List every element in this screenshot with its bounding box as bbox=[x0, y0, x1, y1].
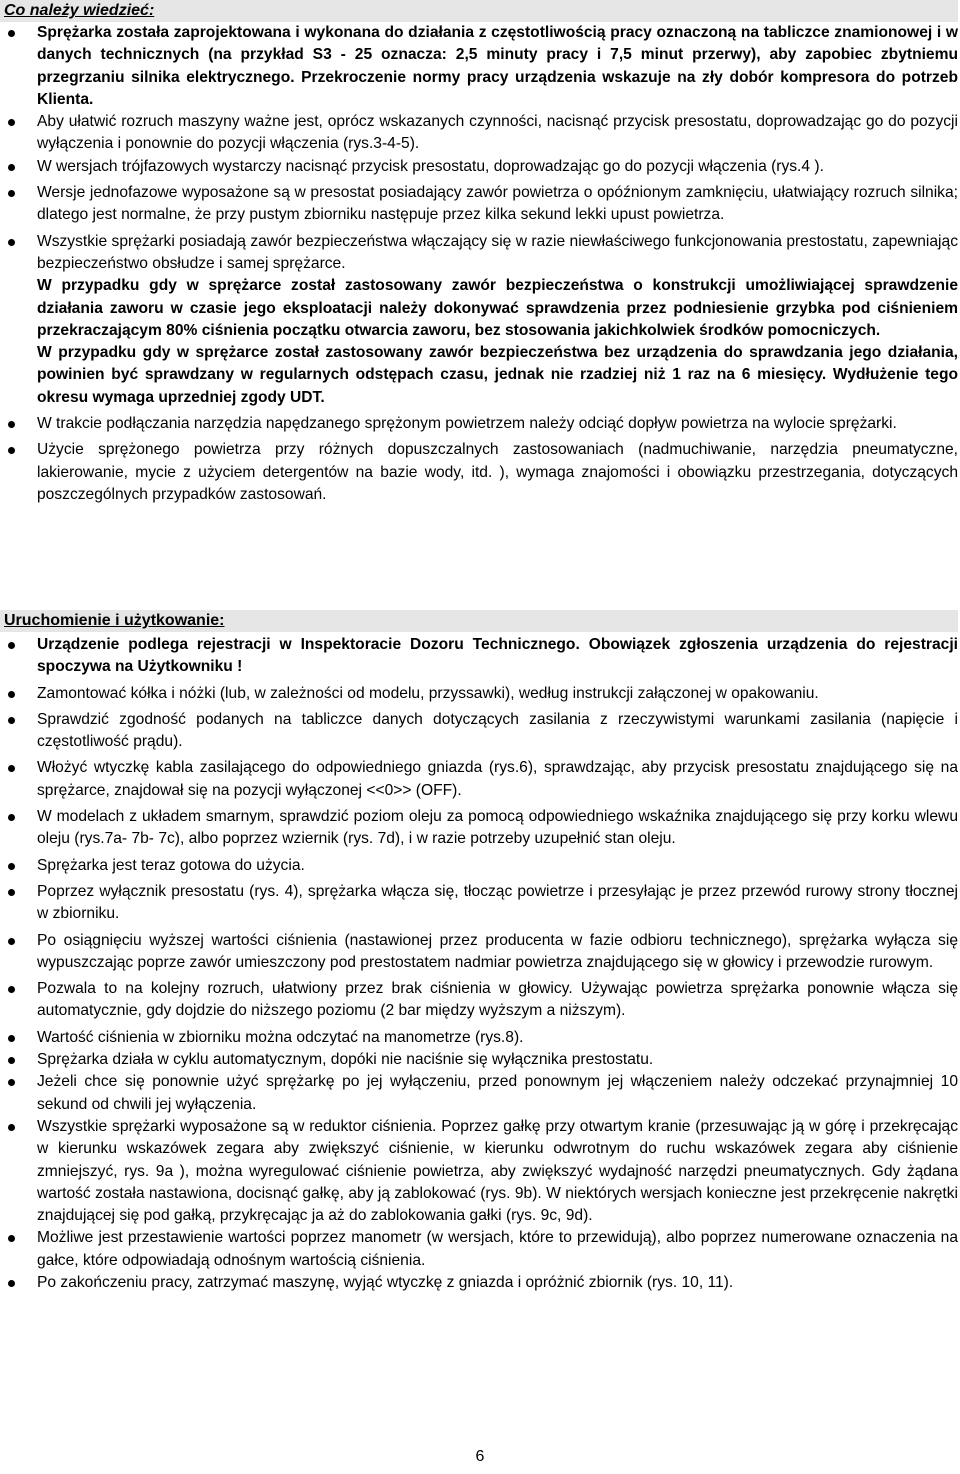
list-item-text: Aby ułatwić rozruch maszyny ważne jest, oprócz wskazanych czynności, nacisnąć przycisk presostatu, doprowadzając go do pozycji wyłączenia i ponownie do pozycji włączenia (rys.3-4-5). bbox=[37, 113, 958, 153]
list-item bbox=[0, 1227, 960, 1272]
bold-paragraph: W przypadku gdy w sprężarce został zastosowany zawór bezpieczeństwa o konstrukcji umożliwiającej sprawdzenie działania zaworu w czasie jego eksploatacji należy dokonywać sprawdzenia przez podniesienie grzybka pod ciśnieniem przekraczającym 80% ciśnienia początku otwarcia zaworu, bez stosowania jakichkolwiek środków pomocniczych. bbox=[37, 277, 958, 339]
list-item bbox=[0, 634, 960, 679]
list-item-text: Możliwe jest przestawienie wartości poprzez manometr (w wersjach, które to przewidują), albo poprzez numerowane oznaczenia na gałce, które odpowiadają odnośnym wartością ciśnienia. bbox=[37, 1229, 958, 1269]
list-item-text: Urządzenie podlega rejestracji w Inspektoracie Dozoru Technicznego. Obowiązek zgłoszenia urządzenia do rejestracji spoczywa na Użytkowniku ! bbox=[37, 636, 958, 676]
bullet-icon bbox=[8, 986, 15, 993]
list-item bbox=[0, 1071, 960, 1116]
list-item bbox=[0, 413, 960, 435]
list-item bbox=[0, 22, 960, 111]
list-item bbox=[0, 231, 960, 276]
list-item bbox=[0, 156, 960, 178]
section1-list bbox=[0, 22, 960, 506]
section2-list bbox=[0, 634, 960, 1294]
list-item-text: Jeżeli chce się ponownie użyć sprężarkę po jej wyłączeniu, przed ponownym jej włączeniem należy odczekać przynajmniej 10 sekund od chwili jej wyłączenia. bbox=[37, 1073, 958, 1113]
list-item-text: Zamontować kółka i nóżki (lub, w zależności od modelu, przyssawki), według instrukcji załączonej w opakowaniu. bbox=[37, 684, 819, 702]
bullet-icon bbox=[8, 691, 15, 698]
bullet-icon bbox=[8, 447, 15, 454]
list-item-text: W modelach z układem smarnym, sprawdzić poziom oleju za pomocą odpowiedniego wskaźnika znajdującego się przy korku wlewu oleju (rys.7a- 7b- 7c), albo poprzez wziernik (rys. 7d), i w razie potrzeby uzupełnić stan oleju. bbox=[37, 808, 958, 848]
bullet-icon bbox=[8, 814, 15, 821]
bullet-icon bbox=[8, 1035, 15, 1042]
list-item bbox=[0, 881, 960, 926]
bullet-icon bbox=[8, 642, 15, 649]
list-item bbox=[0, 855, 960, 877]
list-item bbox=[0, 683, 960, 705]
bullet-icon bbox=[8, 765, 15, 772]
list-item-text: W trakcie podłączania narzędzia napędzanego sprężonym powietrzem należy odciąć dopływ powietrza na wylocie sprężarki. bbox=[37, 415, 897, 433]
list-item bbox=[0, 1049, 960, 1071]
bullet-icon bbox=[8, 190, 15, 197]
section-heading-co-nalezy-wiedziec: Co należy wiedzieć: bbox=[0, 0, 958, 22]
bullet-icon bbox=[8, 1079, 15, 1086]
bullet-icon bbox=[8, 717, 15, 724]
bullet-icon bbox=[8, 1280, 15, 1287]
bullet-icon bbox=[8, 863, 15, 870]
list-item-text: Sprawdzić zgodność podanych na tabliczce danych dotyczących zasilania z rzeczywistymi warunkami zasilania (napięcie i częstotliwość prądu). bbox=[37, 710, 958, 751]
list-item bbox=[0, 111, 960, 156]
list-item-text: Pozwala to na kolejny rozruch, ułatwiony przez brak ciśnienia w głowicy. Używając powietrza sprężarka ponownie włącza się automatycznie, gdy dojdzie do niższego poziomu (2 bar między wyższym a niższym). bbox=[37, 980, 958, 1020]
list-item bbox=[0, 1272, 960, 1294]
list-item-text: Wersje jednofazowe wyposażone są w presostat posiadający zawór powietrza o opóźnionym zamknięciu, ułatwiający rozruch silnika; dlatego jest normalne, że przy pustym zbiorniku następuje przez kilka sekund lekki upust powietrza. bbox=[37, 184, 958, 224]
list-item bbox=[0, 709, 960, 754]
section-heading-uruchomienie: Uruchomienie i użytkowanie: bbox=[0, 610, 958, 632]
list-item-text: Włożyć wtyczkę kabla zasilającego do odpowiedniego gniazda (rys.6), sprawdzając, aby przycisk presostatu znajdującego się na sprężarce, znajdował się na pozycji wyłączonej <<0>> (OFF). bbox=[37, 759, 958, 799]
bullet-icon bbox=[8, 1057, 15, 1064]
bold-paragraph: W przypadku gdy w sprężarce został zastosowany zawór bezpieczeństwa bez urządzenia do sprawdzania jego działania, powinien być sprawdzany w regularnych odstępach czasu, jednak nie rzadziej niż 1 raz na 6 miesięcy. Wydłużenie tego okresu wymaga uprzedniej zgody UDT. bbox=[37, 344, 958, 406]
bullet-icon bbox=[8, 30, 15, 37]
bullet-icon bbox=[8, 889, 15, 896]
bullet-icon bbox=[8, 421, 15, 428]
list-item-text: Po zakończeniu pracy, zatrzymać maszynę, wyjąć wtyczkę z gniazda i opróżnić zbiornik (rys. 10, 11). bbox=[37, 1274, 734, 1292]
bullet-icon bbox=[8, 164, 15, 171]
list-item bbox=[0, 439, 960, 506]
bullet-icon bbox=[8, 938, 15, 945]
list-item-text: Wszystkie sprężarki wyposażone są w reduktor ciśnienia. Poprzez gałkę przy otwartym kranie (przesuwając ją w górę i przekręcając w kierunku wskazówek zegara aby zwiększyć ciśnienie, w kierunku odwrotnym do ruchu wskazówek zegara aby ciśnienie zmniejszyć, rys. 9a ), można wyregulować ciśnienie powietrza, aby zwiększyć wydajność narzędzi pneumatycznych. Gdy żądana wartość została nastawiona, docisnąć gałkę, aby ją zablokować (rys. 9b). W niektórych wersjach konieczne jest przekręcenie nakrętki znajdującej się pod gałką, przykręcając ja aż do zablokowania gałki (rys. 9c, 9d). bbox=[37, 1117, 958, 1225]
list-item bbox=[0, 978, 960, 1023]
bullet-icon bbox=[8, 239, 15, 246]
bullet-icon bbox=[8, 1124, 15, 1131]
list-item-text: Sprężarka działa w cyklu automatycznym, dopóki nie naciśnie się wyłącznika prestostatu. bbox=[37, 1051, 654, 1069]
list-item-text: Po osiągnięciu wyższej wartości ciśnienia (nastawionej przez producenta w fazie odbioru technicznego), sprężarka wyłącza się wypuszczając poprze zawór umieszczony pod prestostatem nadmiar powietrza znajdującego się w głowicy i przewodzie rurowym. bbox=[37, 931, 958, 971]
list-item bbox=[0, 1027, 960, 1049]
list-item-text: Poprzez wyłącznik presostatu (rys. 4), sprężarka włącza się, tłocząc powietrze i przesyłając je przez przewód rurowy strony tłocznej w zbiorniku. bbox=[37, 882, 958, 923]
list-item-text: Wartość ciśnienia w zbiorniku można odczytać na manometrze (rys.8). bbox=[37, 1028, 524, 1046]
list-item-text: Wszystkie sprężarki posiadają zawór bezpieczeństwa włączający się w razie niewłaściwego funkcjonowania prestostatu, zapewniając bezpieczeństwo obsłudze i samej sprężarce. bbox=[37, 232, 958, 272]
bullet-icon bbox=[8, 119, 15, 126]
list-item-text: Sprężarka została zaprojektowana i wykonana do działania z częstotliwością pracy oznaczoną na tabliczce znamionowej i w danych technicznych (na przykład S3 - 25 oznacza: 2,5 minuty pracy i 7,5 minut przerwy), aby zapobiec zbytniemu przegrzaniu silnika elektrycznego. Przekroczenie normy pracy urządzenia wskazuje na zły dobór kompresora do potrzeb Klienta. bbox=[37, 24, 958, 108]
list-item bbox=[0, 757, 960, 802]
list-item-text: Użycie sprężonego powietrza przy różnych dopuszczalnych zastosowaniach (nadmuchiwanie, narzędzia pneumatyczne, lakierowanie, mycie z użyciem detergentów na bazie wody, itd. ), wymaga znajomości i obowiązku przestrzegania, dotyczących poszczególnych przypadków zastosowań. bbox=[37, 441, 958, 503]
bullet-icon bbox=[8, 1235, 15, 1242]
list-item bbox=[0, 182, 960, 227]
list-item bbox=[0, 1116, 960, 1227]
list-item-text: W wersjach trójfazowych wystarczy nacisnąć przycisk presostatu, doprowadzając go do pozycji włączenia (rys.4 ). bbox=[37, 157, 824, 175]
list-item bbox=[0, 930, 960, 975]
list-item bbox=[0, 806, 960, 851]
list-item-text: Sprężarka jest teraz gotowa do użycia. bbox=[37, 856, 305, 874]
page-number: 6 bbox=[475, 1448, 485, 1465]
